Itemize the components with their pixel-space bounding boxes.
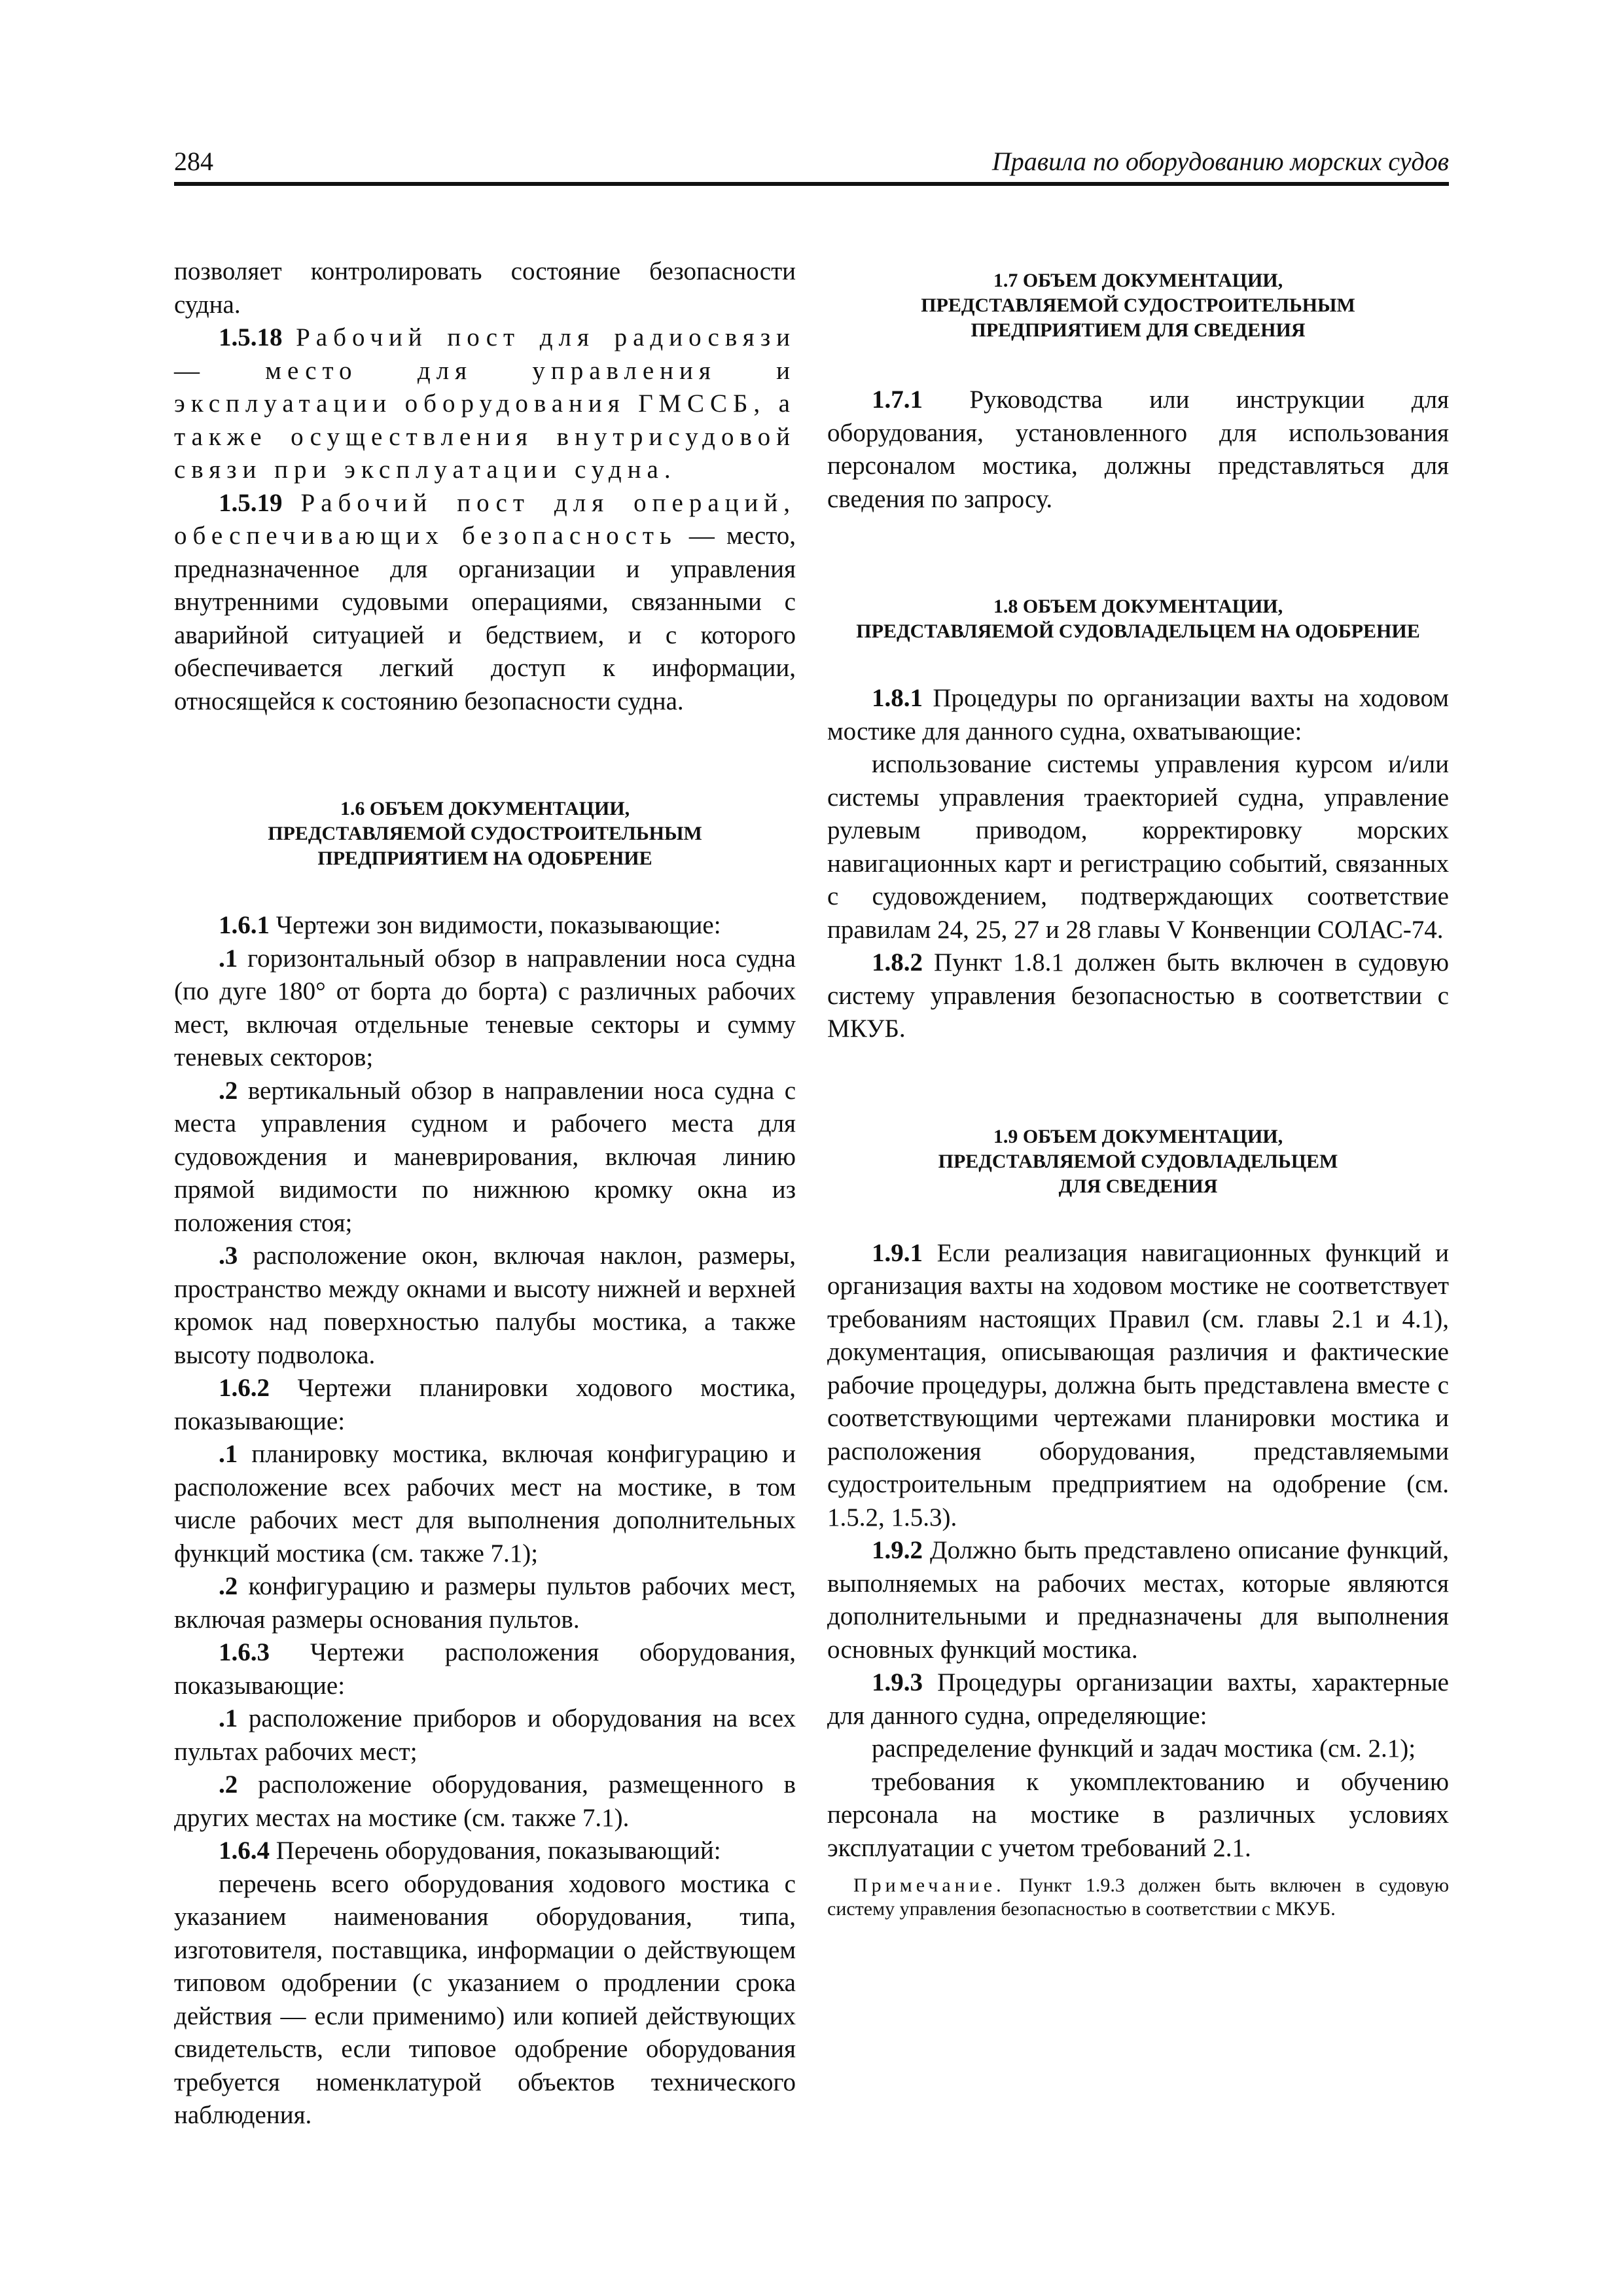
paragraph-1-8-1 (827, 682, 1449, 748)
section-heading-1-8 (827, 594, 1449, 644)
paragraph: перечень всего оборудования ходового мостика с указанием наименования оборудования, типа, изготовителя, поставщика, информации о действующем типовом одобрении (с указанием о продлении срока действия — если применимо) или копией действующих свидетельств, если типовое одобрение оборудования требуется номенклатурой объектов технического наблюдения. (174, 1869, 796, 2129)
clause-number: 1.9.1 (872, 1238, 923, 1267)
section-heading-1-7 (827, 268, 1449, 343)
heading-line: 1.9 ОБЪЕМ ДОКУМЕНТАЦИИ, (993, 1125, 1283, 1147)
paragraph-text: — место для управления и эксплуатации оборудования ГМССБ, а также осуществления внутрисудовой связи при эксплуатации судна. (174, 356, 796, 484)
item-number: .2 (219, 1770, 238, 1799)
left-column (174, 255, 796, 2132)
heading-line: 1.7 ОБЪЕМ ДОКУМЕНТАЦИИ, (993, 270, 1283, 291)
clause-number: 1.8.1 (872, 684, 923, 712)
paragraph-1-5-19 (174, 487, 796, 719)
item-text: горизонтальный обзор в направлении носа судна (по дуге 180° от борта до борта) с различных рабочих мест, включая отдельные теневые секторы и сумму теневых секторов; (174, 944, 796, 1071)
list-item (174, 942, 796, 1075)
item-number: .1 (219, 1704, 238, 1732)
paragraph-text: Чертежи зон видимости, показывающие: (276, 911, 721, 939)
clause-number: 1.9.3 (872, 1668, 923, 1696)
paragraph-1-9-2 (827, 1534, 1449, 1666)
heading-line: ПРЕДПРИЯТИЕМ ДЛЯ СВЕДЕНИЯ (971, 319, 1306, 341)
item-number: .2 (219, 1076, 238, 1105)
page-header (174, 145, 1449, 186)
paragraph-1-8-2 (827, 946, 1449, 1046)
clause-number: 1.5.18 (219, 323, 283, 351)
list-item (174, 1438, 796, 1570)
right-column (827, 255, 1449, 1921)
item-number: .1 (219, 944, 238, 973)
clause-number: 1.6.1 (219, 911, 270, 939)
clause-number: 1.9.2 (872, 1536, 923, 1564)
clause-number: 1.6.4 (219, 1837, 270, 1865)
clause-number: 1.8.2 (872, 948, 923, 977)
paragraph-text: Если реализация навигационных функций и организация вахты на ходовом мостике не соответствует требованиям настоящих Правил (см. главы 2.1 и 4.1), документация, описывающая различия и фактические рабочие процедуры, должна быть представлена вместе с соответствующими чертежами планировки мостика и расположения оборудования, представляемыми судостроительным предприятием на одобрение (см. 1.5.2, 1.5.3). (827, 1238, 1450, 1532)
paragraph-1-6-4 (174, 1835, 796, 1868)
paragraph-text: Чертежи расположения оборудования, показывающие: (174, 1638, 796, 1700)
paragraph-text: — место, предназначенное для организации и управления внутренними судовыми операциями, связанными с аварийной ситуацией и бедствием, и с которого обеспечивается легкий доступ к информации, относящейся к состоянию безопасности судна. (174, 522, 796, 715)
section-heading-1-9 (827, 1124, 1449, 1199)
list-item (174, 1702, 796, 1768)
item-text: расположение оборудования, размещенного в других местах на мостике (см. также 7.1). (174, 1770, 796, 1832)
item-text: вертикальный обзор в направлении носа судна с места управления судном и рабочего места для судовождения и маневрирования, включая линию прямой видимости по нижнюю кромку окна из положения стоя; (174, 1076, 796, 1237)
paragraph-text: Пункт 1.8.1 должен быть включен в судовую систему управления безопасностью в соответствии с МКУБ. (827, 948, 1449, 1043)
item-text: расположение окон, включая наклон, размеры, пространство между окнами и высоту нижней и верхней кромок над поверхностью палубы мостика, а также высоту подволока. (174, 1242, 796, 1369)
heading-line: ДЛЯ СВЕДЕНИЯ (1058, 1175, 1218, 1197)
heading-line: ПРЕДПРИЯТИЕМ НА ОДОБРЕНИЕ (317, 848, 652, 869)
paragraph-text: Руководства или инструкции для оборудования, установленного для использования персоналом мостика, должны представляться для сведения по запросу. (827, 386, 1450, 513)
paragraph: использование системы управления курсом и/или системы управления траекторией судна, управление рулевым приводом, корректировку морских навигационных карт и регистрацию событий, связанных с судовождением, подтверждающих соответствие правилам 24, 25, 27 и 28 главы V Конвенции СОЛАС-74. (827, 750, 1449, 944)
paragraph: требования к укомплектованию и обучению персонала на мостике в различных условиях эксплуатации с учетом требований 2.1. (827, 1767, 1449, 1862)
list-item (174, 1240, 796, 1372)
paragraph-text: Чертежи планировки ходового мостика, показывающие: (174, 1374, 796, 1435)
heading-line: 1.8 ОБЪЕМ ДОКУМЕНТАЦИИ, (993, 596, 1283, 617)
heading-line: ПРЕДСТАВЛЯЕМОЙ СУДОВЛАДЕЛЬЦЕМ НА ОДОБРЕНИЕ (856, 620, 1420, 642)
list-item (174, 1570, 796, 1636)
paragraph-text: Процедуры организации вахты, характерные для данного судна, определяющие: (827, 1668, 1449, 1730)
page-number: 284 (174, 147, 213, 176)
list-item (174, 1075, 796, 1240)
heading-line: ПРЕДСТАВЛЯЕМОЙ СУДОСТРОИТЕЛЬНЫМ (921, 295, 1355, 316)
clause-number: 1.6.2 (219, 1374, 270, 1402)
running-title: Правила по оборудованию морских судов (991, 147, 1449, 176)
paragraph-1-6-1 (174, 909, 796, 942)
clause-number: 1.5.19 (219, 488, 283, 517)
paragraph-text: Процедуры по организации вахты на ходовом мостике для данного судна, охватывающие: (827, 684, 1449, 745)
item-number: .2 (219, 1572, 238, 1600)
paragraph-1-6-2 (174, 1372, 796, 1438)
note-label: Примечание. (853, 1874, 1005, 1896)
heading-line: ПРЕДСТАВЛЯЕМОЙ СУДОВЛАДЕЛЬЦЕМ (938, 1150, 1338, 1172)
term: Рабочий пост для радиосвязи (296, 323, 796, 351)
section-heading-1-6 (174, 797, 796, 871)
item-text: конфигурацию и размеры пультов рабочих мест, включая размеры основания пультов. (174, 1572, 796, 1634)
paragraph-1-5-18 (174, 321, 796, 487)
heading-line: ПРЕДСТАВЛЯЕМОЙ СУДОСТРОИТЕЛЬНЫМ (268, 823, 702, 844)
item-number: .3 (219, 1242, 238, 1270)
paragraph-text: Должно быть представлено описание функций, выполняемых на рабочих местах, которые являются дополнительными и предназначены для выполнения основных функций мостика. (827, 1536, 1450, 1664)
note-text: Пункт 1.9.3 должен быть включен в судовую систему управления безопасностью в соответствии с МКУБ. (827, 1874, 1450, 1920)
item-text: расположение приборов и оборудования на всех пультах рабочих мест; (174, 1704, 796, 1766)
clause-number: 1.6.3 (219, 1638, 270, 1666)
paragraph-text: Перечень оборудования, показывающий: (276, 1837, 721, 1865)
item-text: планировку мостика, включая конфигурацию и расположение всех рабочих мест на мостике, в том числе рабочих мест для выполнения дополнительных функций мостика (см. также 7.1); (174, 1440, 796, 1568)
paragraph: распределение функций и задач мостика (см. 2.1); (872, 1734, 1416, 1763)
list-item (174, 1768, 796, 1835)
item-number: .1 (219, 1440, 238, 1468)
term: Рабочий пост для операций, обеспечивающих безопасность (174, 488, 796, 550)
paragraph-1-9-3 (827, 1666, 1449, 1732)
paragraph-1-7-1 (827, 384, 1449, 516)
note (827, 1874, 1449, 1921)
clause-number: 1.7.1 (872, 386, 923, 414)
paragraph-1-9-1 (827, 1237, 1449, 1535)
paragraph-1-6-3 (174, 1636, 796, 1702)
paragraph: позволяет контролировать состояние безопасности судна. (174, 257, 796, 319)
heading-line: 1.6 ОБЪЕМ ДОКУМЕНТАЦИИ, (340, 798, 630, 819)
